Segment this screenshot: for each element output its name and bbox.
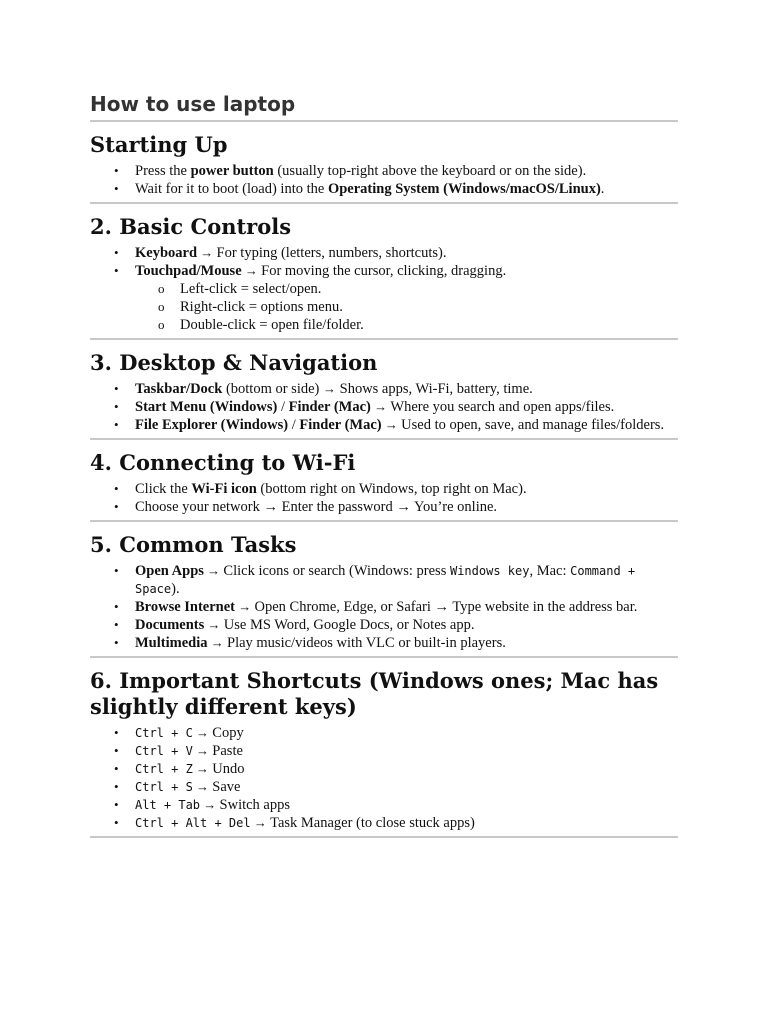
item-bold-text: File Explorer (Windows) xyxy=(135,417,289,433)
section-shortcuts xyxy=(90,668,678,838)
divider xyxy=(90,202,678,204)
item-text: Copy xyxy=(212,725,244,741)
list-item xyxy=(90,416,678,434)
divider xyxy=(90,120,678,122)
item-text: Press the xyxy=(135,163,191,179)
item-bold-text: Start Menu (Windows) xyxy=(135,399,278,415)
bullet-list xyxy=(90,380,678,434)
bullet-list xyxy=(90,162,678,198)
item-bold-text: Taskbar/Dock xyxy=(135,381,223,397)
arrow-icon: → xyxy=(192,743,213,758)
section-desktop-navigation xyxy=(90,350,678,440)
bullet-list xyxy=(90,562,678,652)
list-item xyxy=(90,724,678,742)
arrow-icon: → xyxy=(192,725,213,740)
divider xyxy=(90,836,678,838)
item-text: Where you search and open apps/files. xyxy=(390,399,615,415)
section-wifi xyxy=(90,450,678,522)
inline-code: Command + Space xyxy=(135,564,636,596)
item-text: Open Chrome, Edge, or Safari → Type website in the address bar. xyxy=(254,599,638,615)
item-text: Shows apps, Wi-Fi, battery, time. xyxy=(336,381,533,397)
section-basic-controls xyxy=(90,214,678,340)
item-text: / xyxy=(288,417,300,433)
divider xyxy=(90,656,678,658)
inline-code: Alt + Tab xyxy=(135,798,201,812)
section-heading: 5. Common Tasks xyxy=(90,532,297,557)
item-bold-text: Operating System (Windows/macOS/Linux) xyxy=(327,181,601,197)
arrow-icon: → xyxy=(250,815,271,830)
list-item xyxy=(90,480,678,498)
section-common-tasks xyxy=(90,532,678,658)
item-bold-text: Open Apps xyxy=(135,563,204,579)
inline-code: Ctrl + V xyxy=(135,744,193,758)
list-item xyxy=(90,598,678,616)
item-text: , Mac: xyxy=(529,563,571,579)
list-item xyxy=(90,398,678,416)
divider xyxy=(90,438,678,440)
section-heading: 2. Basic Controls xyxy=(90,214,292,239)
arrow-icon: → xyxy=(207,635,227,650)
section-heading: Starting Up xyxy=(90,132,228,157)
arrow-icon: → xyxy=(204,617,224,632)
list-item xyxy=(90,814,678,832)
section-starting-up xyxy=(90,132,678,204)
item-text: (bottom or side) xyxy=(222,381,323,397)
item-bold-text: Browse Internet xyxy=(135,599,236,615)
inline-code: Ctrl + Z xyxy=(135,762,193,776)
list-item xyxy=(90,796,678,814)
list-item xyxy=(90,760,678,778)
divider xyxy=(90,520,678,522)
item-text: Save xyxy=(212,779,241,795)
item-bold-text: Finder (Mac) xyxy=(288,399,371,415)
item-text: Wait for it to boot (load) into the xyxy=(135,181,328,197)
section-heading: 3. Desktop & Navigation xyxy=(90,350,378,375)
item-text: (usually top-right above the keyboard or on the side). xyxy=(273,163,587,179)
arrow-icon: → xyxy=(370,399,391,414)
item-bold-text: Keyboard xyxy=(135,245,198,261)
list-item xyxy=(90,562,678,598)
item-bold-text: power button xyxy=(190,163,274,179)
list-item xyxy=(90,180,678,198)
arrow-icon: → xyxy=(192,761,213,776)
arrow-icon: → xyxy=(381,417,402,432)
sub-list-item: o Left-click = select/open. xyxy=(135,280,678,298)
list-item xyxy=(90,778,678,796)
arrow-icon: → xyxy=(203,563,224,578)
list-item xyxy=(90,244,678,262)
item-text: Task Manager (to close stuck apps) xyxy=(270,815,475,831)
item-text: For typing (letters, numbers, shortcuts). xyxy=(216,245,447,261)
arrow-icon: → xyxy=(197,245,217,260)
section-heading: 4. Connecting to Wi-Fi xyxy=(90,450,356,475)
item-text: ). xyxy=(171,581,180,597)
arrow-icon: → xyxy=(241,263,262,278)
list-item xyxy=(90,162,678,180)
item-text: . xyxy=(600,181,605,197)
section-heading: 6. Important Shortcuts (Windows ones; Mac has slightly different keys) xyxy=(90,668,659,719)
list-item xyxy=(90,634,678,652)
item-bold-text: Multimedia xyxy=(135,635,208,651)
divider xyxy=(90,338,678,340)
inline-code: Ctrl + C xyxy=(135,726,193,740)
sub-list-item: o Right-click = options menu. xyxy=(135,298,678,316)
item-text: Play music/videos with VLC or built-in players. xyxy=(227,635,506,651)
item-text: Click the xyxy=(135,481,192,497)
bullet-list xyxy=(90,480,678,516)
sub-list xyxy=(135,280,678,334)
arrow-icon: → xyxy=(235,599,255,614)
list-item xyxy=(90,380,678,398)
item-text: Click icons or search (Windows: press xyxy=(223,563,450,579)
list-item xyxy=(90,498,678,516)
item-text: Paste xyxy=(212,743,243,759)
list-item xyxy=(90,262,678,334)
sub-list-item: o Double-click = open file/folder. xyxy=(135,316,678,334)
page-title: How to use laptop xyxy=(90,92,296,116)
document xyxy=(90,90,678,838)
item-text: Choose your network → Enter the password → You’re online. xyxy=(135,499,498,515)
item-text: For moving the cursor, clicking, dragging. xyxy=(261,263,507,279)
item-text: / xyxy=(277,399,289,415)
arrow-icon: → xyxy=(192,779,213,794)
item-bold-text: Finder (Mac) xyxy=(299,417,382,433)
item-bold-text: Touchpad/Mouse xyxy=(135,263,242,279)
item-text: Undo xyxy=(212,761,245,777)
arrow-icon: → xyxy=(200,797,220,812)
arrow-icon: → xyxy=(323,381,336,396)
item-text: Use MS Word, Google Docs, or Notes app. xyxy=(223,617,475,633)
item-text: (bottom right on Windows, top right on Mac). xyxy=(256,481,527,497)
inline-code: Windows key xyxy=(449,564,530,578)
bullet-list xyxy=(90,244,678,334)
item-text: Switch apps xyxy=(219,797,291,813)
list-item xyxy=(90,616,678,634)
inline-code: Ctrl + Alt + Del xyxy=(135,816,251,830)
item-bold-text: Documents xyxy=(135,617,205,633)
bullet-list xyxy=(90,724,678,832)
item-bold-text: Wi-Fi icon xyxy=(191,481,257,497)
item-text: Used to open, save, and manage files/folders. xyxy=(401,417,665,433)
list-item xyxy=(90,742,678,760)
inline-code: Ctrl + S xyxy=(135,780,193,794)
